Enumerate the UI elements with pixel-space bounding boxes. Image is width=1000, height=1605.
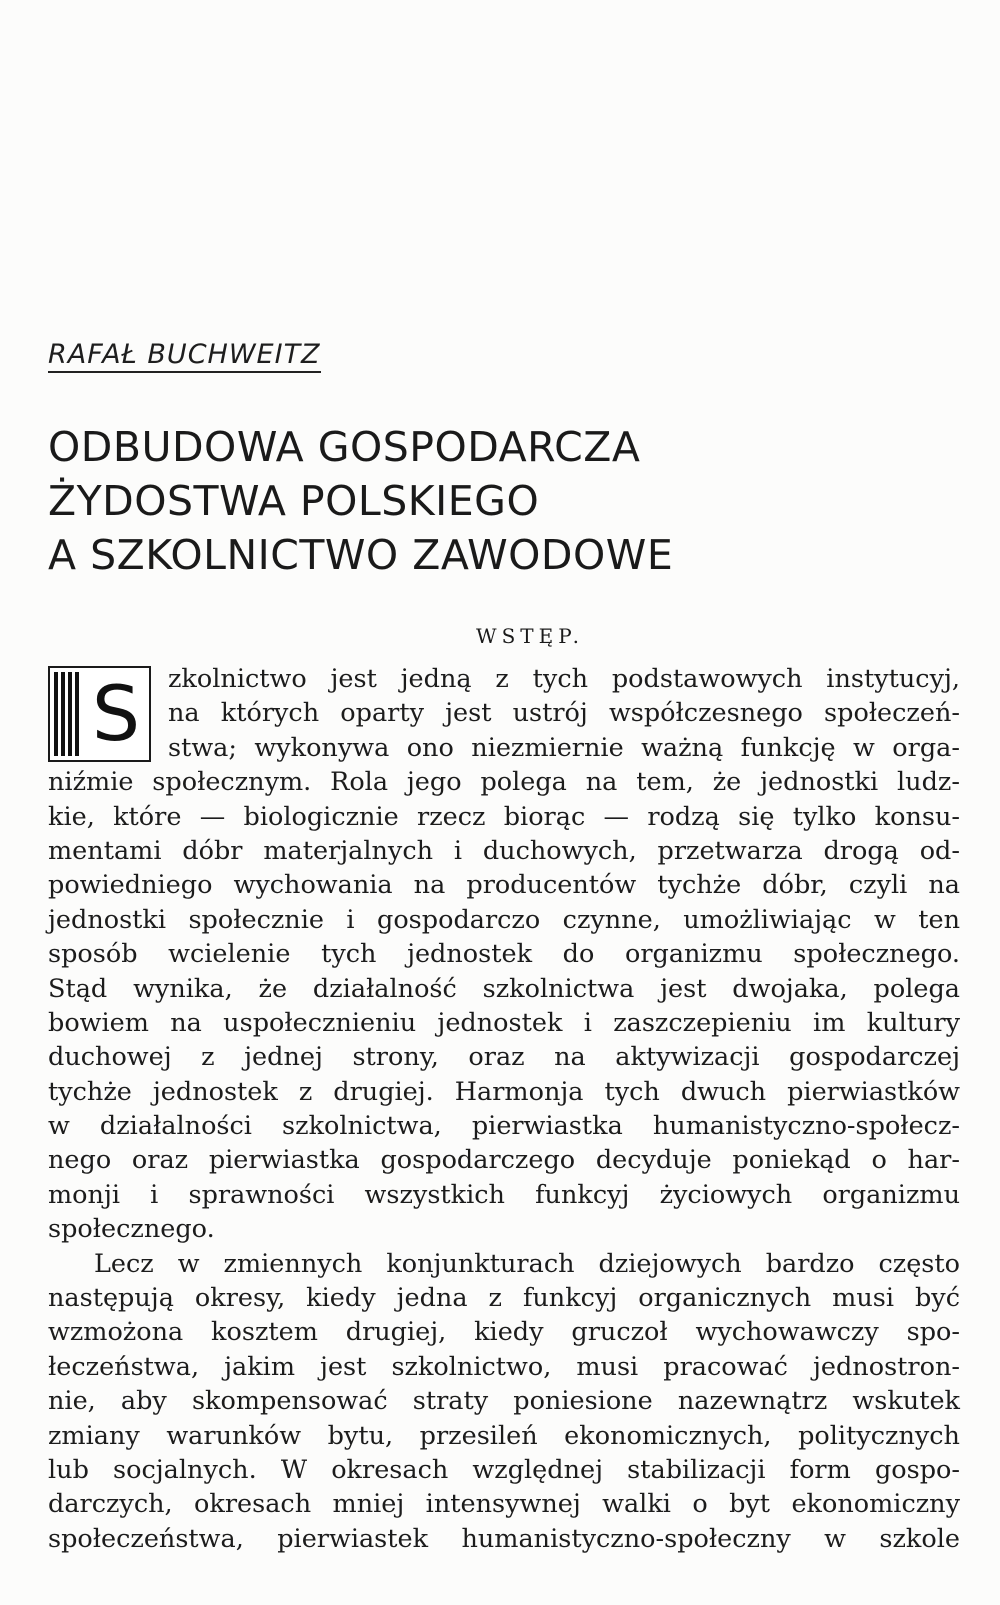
article-body bbox=[48, 662, 960, 1556]
section-heading: WSTĘP. bbox=[476, 624, 584, 648]
body-line: tychże jednostek z drugiej. Harmonja tych dwuch pierwiastków bbox=[48, 1076, 960, 1107]
body-line: następują okresy, kiedy jedna z funkcyj organicznych musi być bbox=[48, 1283, 960, 1314]
body-line: bowiem na uspołecznieniu jednostek i zaszczepieniu im kultury bbox=[48, 1007, 960, 1038]
body-line: darczych, okresach mniej intensywnej walki o byt ekonomiczny bbox=[48, 1489, 960, 1520]
body-line: zkolnictwo jest jedną z tych podstawowych instytucyj, bbox=[168, 664, 960, 694]
body-line: lub socjalnych. W okresach względnej stabilizacji form gospo- bbox=[48, 1454, 960, 1485]
body-line: niźmie społecznym. Rola jego polega na tem, że jednostki ludz- bbox=[48, 767, 960, 798]
body-line: Lecz w zmiennych konjunkturach dziejowych bardzo często bbox=[94, 1248, 960, 1279]
title-line-2: ŻYDOSTWA POLSKIEGO bbox=[48, 477, 540, 525]
drop-cap-letter: S bbox=[91, 669, 141, 758]
body-line: nie, aby skompensować straty poniesione nazewnątrz wskutek bbox=[48, 1386, 960, 1417]
body-line: mentami dóbr materjalnych i duchowych, przetwarza drogą od- bbox=[48, 835, 960, 866]
body-line: zmiany warunków bytu, przesileń ekonomicznych, politycznych bbox=[48, 1420, 960, 1451]
body-line: nego oraz pierwiastka gospodarczego decyduje poniekąd o har- bbox=[48, 1145, 960, 1176]
body-line: na których oparty jest ustrój współczesnego społeczeń- bbox=[168, 698, 960, 729]
body-line: powiedniego wychowania na producentów tychże dóbr, czyli na bbox=[48, 870, 960, 901]
title-line-3: A SZKOLNICTWO ZAWODOWE bbox=[48, 531, 674, 579]
body-line: w działalności szkolnictwa, pierwiastka humanistyczno-społecz- bbox=[48, 1111, 960, 1142]
author-name: RAFAŁ BUCHWEITZ bbox=[48, 340, 321, 373]
article-title bbox=[48, 420, 948, 582]
body-line: społeczeństwa, pierwiastek humanistyczno-społeczny w szkole bbox=[48, 1523, 960, 1554]
body-line: Stąd wynika, że działalność szkolnictwa jest dwojaka, polega bbox=[48, 973, 960, 1004]
body-line: monji i sprawności wszystkich funkcyj życiowych organizmu bbox=[48, 1179, 960, 1210]
body-line: stwa; wykonywa ono niezmiernie ważną funkcję w orga- bbox=[168, 732, 960, 763]
body-line: społecznego. bbox=[48, 1214, 215, 1245]
body-line: wzmożona kosztem drugiej, kiedy gruczoł wychowawczy spo- bbox=[48, 1317, 960, 1348]
title-line-1: ODBUDOWA GOSPODARCZA bbox=[48, 423, 641, 471]
body-line: jednostki społecznie i gospodarczo czynne, umożliwiając w ten bbox=[48, 904, 960, 935]
body-line: łeczeństwa, jakim jest szkolnictwo, musi pracować jednostron- bbox=[48, 1351, 960, 1382]
body-line: sposób wcielenie tych jednostek do organizmu społecznego. bbox=[48, 939, 960, 970]
body-line: kie, które — biologicznie rzecz biorąc — rodzą się tylko konsu- bbox=[48, 801, 960, 832]
body-line: duchowej z jednej strony, oraz na aktywizacji gospodarczej bbox=[48, 1042, 960, 1073]
